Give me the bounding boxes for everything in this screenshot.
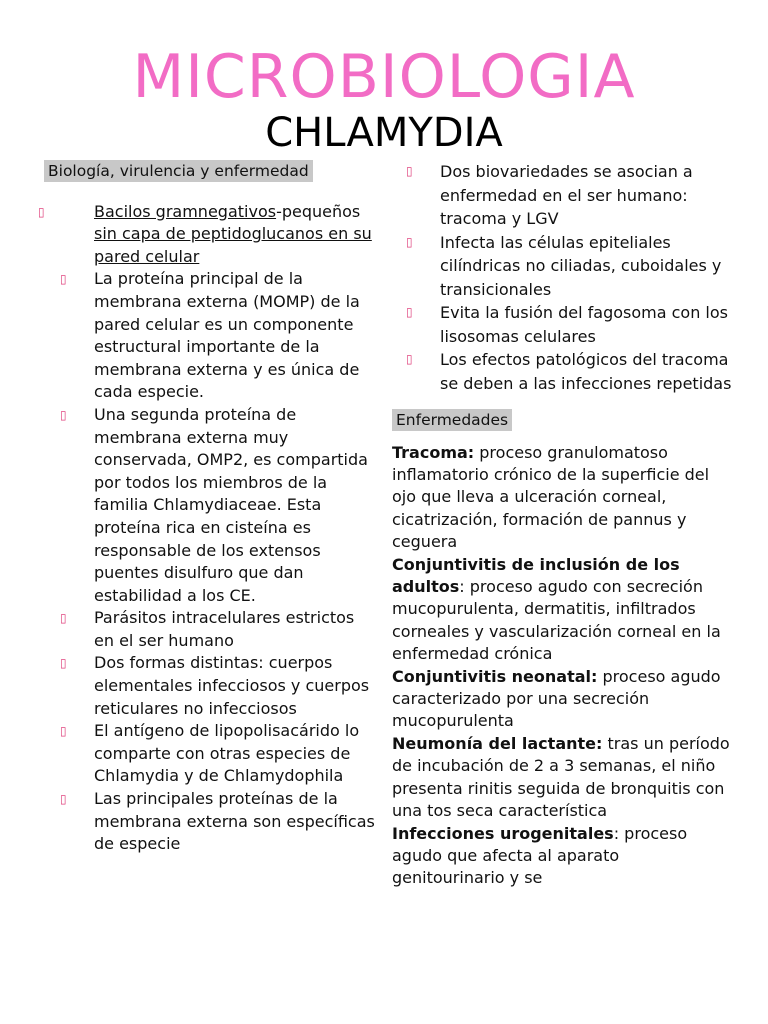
disease-paragraph bbox=[392, 442, 732, 554]
document-title: MICROBIOLOGIA bbox=[132, 42, 636, 112]
bullet-marker-icon: ▯ bbox=[60, 792, 67, 807]
list-item bbox=[392, 348, 732, 395]
bullet-marker-icon: ▯ bbox=[406, 352, 413, 366]
disease-paragraph bbox=[392, 733, 732, 823]
bullet-marker-icon: ▯ bbox=[406, 164, 413, 178]
bullet-marker-icon: ▯ bbox=[60, 656, 67, 671]
bullet-marker-icon: ▯ bbox=[38, 204, 45, 219]
section-heading-biologia: Biología, virulencia y enfermedad bbox=[44, 160, 313, 182]
disease-description: : proceso agudo que afecta al aparato genitourinario y se bbox=[392, 823, 688, 888]
left-column bbox=[38, 160, 376, 856]
disease-name: Tracoma: bbox=[392, 442, 475, 462]
list-item-text: Parásitos intracelulares estrictos en el ser humano bbox=[94, 608, 355, 650]
disease-paragraph bbox=[392, 823, 732, 890]
bullet-marker-icon: ▯ bbox=[60, 724, 67, 739]
list-item bbox=[44, 652, 376, 720]
disease-description: tras un período de incubación de 2 a 3 semanas, el niño presenta rinitis seguida de bronquitis con una tos seca característica bbox=[392, 733, 730, 821]
bullet-marker-icon: ▯ bbox=[60, 407, 67, 422]
list-item bbox=[44, 788, 376, 856]
bullet-marker-icon: ▯ bbox=[60, 272, 67, 287]
disease-name: Infecciones urogenitales bbox=[392, 823, 614, 843]
list-item bbox=[44, 720, 376, 788]
bullet-marker-icon: ▯ bbox=[406, 305, 413, 319]
list-item bbox=[44, 404, 376, 607]
disease-paragraph bbox=[392, 666, 732, 733]
list-item-text: Evita la fusión del fagosoma con los lisosomas celulares bbox=[440, 303, 728, 346]
bullet-marker-icon: ▯ bbox=[60, 611, 67, 626]
disease-name: Conjuntivitis de inclusión de los adultos bbox=[392, 554, 680, 597]
list-item bbox=[392, 301, 732, 348]
list-item-text: Dos formas distintas: cuerpos elementales infecciosos y cuerpos reticulares no infecciosos bbox=[94, 653, 370, 718]
list-item-text: Dos biovariedades se asocian a enfermedad en el ser humano: tracoma y LGV bbox=[440, 162, 693, 228]
bullet-marker-icon: ▯ bbox=[406, 234, 413, 249]
list-item-text: El antígeno de lipopolisacárido lo comparte con otras especies de Chlamydia y de Chlamydophila bbox=[94, 721, 360, 786]
list-item bbox=[38, 201, 376, 269]
list-item bbox=[44, 268, 376, 404]
list-item-text: Una segunda proteína de membrana externa muy conservada, OMP2, es compartida por todos los miembros de la familia Chlamydiaceae. Esta proteína rica en cisteína es responsable de los extensos puentes disulfuro que dan estabilidad a los CE. bbox=[94, 404, 368, 605]
document-subtitle: CHLAMYDIA bbox=[265, 110, 503, 156]
disease-description: proceso granulomatoso inflamatorio crónico de la superficie del ojo que lleva a ulceración corneal, cicatrización, formación de pannus y ceguera bbox=[392, 442, 710, 552]
list-item-text: Los efectos patológicos del tracoma se deben a las infecciones repetidas bbox=[440, 350, 732, 393]
section-heading-enfermedades: Enfermedades bbox=[392, 409, 512, 431]
list-item bbox=[44, 607, 376, 652]
underlined-text: sin capa de peptidoglucanos en su pared celular bbox=[94, 224, 372, 266]
list-item bbox=[392, 160, 732, 231]
disease-description: : proceso agudo con secreción mucopurulenta, dermatitis, infiltrados corneales y vascularización corneal en la enfermedad crónica bbox=[392, 577, 721, 664]
underlined-text: Bacilos gramnegativos bbox=[94, 201, 277, 221]
disease-name: Conjuntivitis neonatal: bbox=[392, 666, 598, 686]
right-column bbox=[392, 160, 732, 890]
list-item bbox=[392, 231, 732, 302]
list-item-text: La proteína principal de la membrana externa (MOMP) de la pared celular es un componente estructural importante de la membrana externa y es única de cada especie. bbox=[94, 269, 360, 402]
list-item-text: Infecta las células epiteliales cilíndricas no ciliadas, cuboidales y transicionales bbox=[440, 232, 722, 299]
disease-description: proceso agudo caracterizado por una secreción mucopurulenta bbox=[392, 666, 721, 731]
plain-text: -pequeños bbox=[276, 201, 361, 221]
list-item-text: Las principales proteínas de la membrana externa son específicas de especie bbox=[94, 789, 375, 854]
disease-paragraph bbox=[392, 554, 732, 666]
disease-name: Neumonía del lactante: bbox=[392, 733, 603, 753]
